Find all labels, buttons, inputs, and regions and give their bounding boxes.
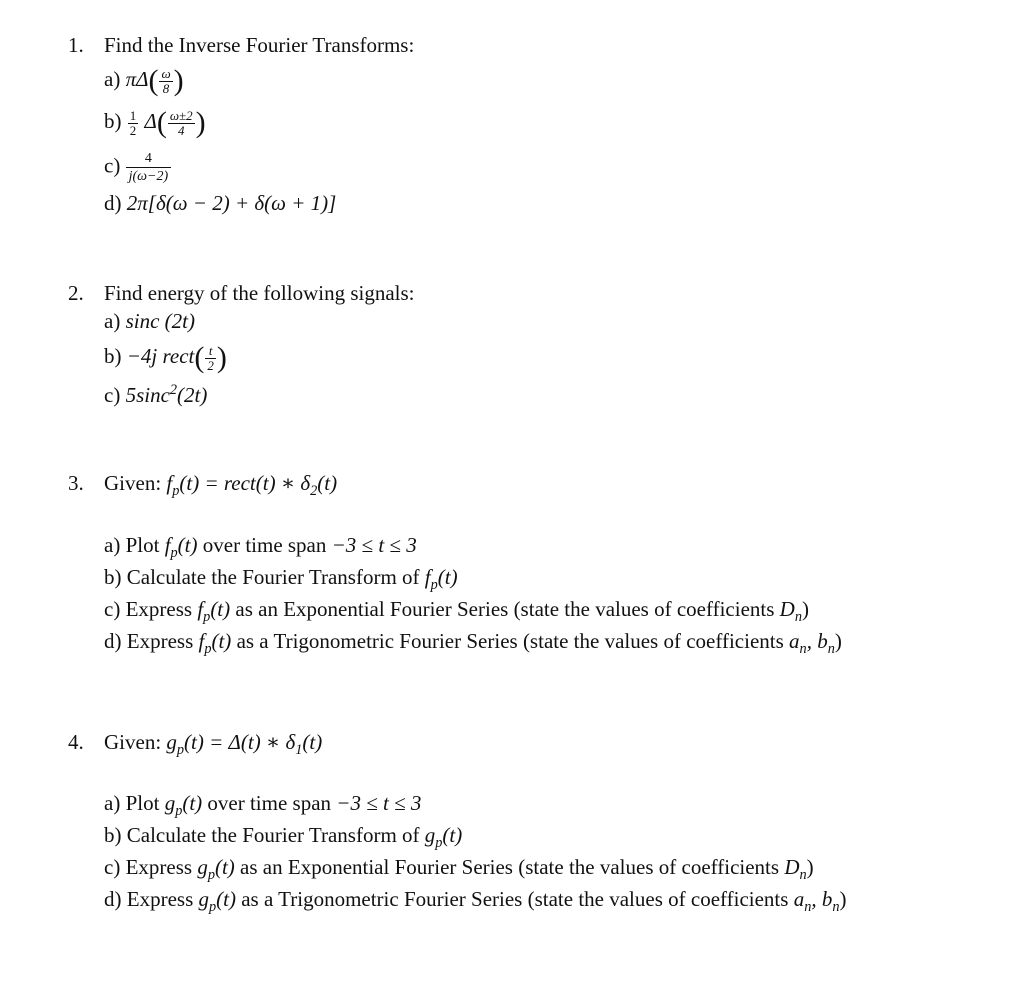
q2-item-a: a) sinc (2t): [104, 309, 195, 333]
q2-item-c: c) 5sinc$^2$(2t): [104, 382, 208, 407]
q1-item-b: b) $\frac{1}{2}$ Δ( $\frac{\omega\pm 2}{4}$ ): [104, 106, 206, 140]
q3-given-expr: $f_p(t)$ = rect(t) ∗ $\delta_2(t)$: [166, 471, 338, 500]
q1-item-a: a) πΔ( $\frac{\omega}{8}$ ): [104, 64, 184, 98]
q3-item-c: c) Express $f_p(t)$ as an Exponential Fourier Series (state the values of coefficients $D_n$): [104, 597, 809, 626]
q4-given-expr: $g_p(t) = \Delta(t)$ ∗ $\delta_1(t)$: [166, 730, 323, 759]
q3-number: 3.: [68, 471, 84, 495]
q3-item-b: b) Calculate the Fourier Transform of $f_p(t)$: [104, 565, 458, 594]
q2-item-b: b) −4j rect( $\frac{t}{2}$ ): [104, 341, 227, 375]
q1-item-d: d) 2π[δ(ω − 2) + δ(ω + 1)]: [104, 191, 337, 215]
q3-item-a: a) Plot $f_p(t)$ over time span −3 ≤ t ≤ 3: [104, 533, 417, 562]
q3-given-label: Given:: [104, 471, 162, 495]
q4-given-label: Given:: [104, 730, 162, 754]
q2-number: 2.: [68, 281, 84, 305]
q1-number: 1.: [68, 33, 84, 57]
q4-item-b: b) Calculate the Fourier Transform of $g_p(t)$: [104, 823, 463, 852]
q1-title: Find the Inverse Fourier Transforms:: [104, 33, 415, 57]
q1-item-c: c) $\frac{4}{j(\omega-2)}$: [104, 150, 171, 185]
q2-title: Find energy of the following signals:: [104, 281, 415, 305]
q4-item-a: a) Plot $g_p(t)$ over time span −3 ≤ t ≤ 3: [104, 791, 422, 820]
q4-number: 4.: [68, 730, 84, 754]
q3-item-d: d) Express $f_p(t)$ as a Trigonometric Fourier Series (state the values of coefficients $a_n$, $b_n$): [104, 629, 842, 658]
q4-item-d: d) Express $g_p(t)$ as a Trigonometric Fourier Series (state the values of coefficients $a_n$, $b_n$): [104, 887, 847, 916]
q4-item-c: c) Express $g_p(t)$ as an Exponential Fourier Series (state the values of coefficients $D_n$): [104, 855, 814, 884]
